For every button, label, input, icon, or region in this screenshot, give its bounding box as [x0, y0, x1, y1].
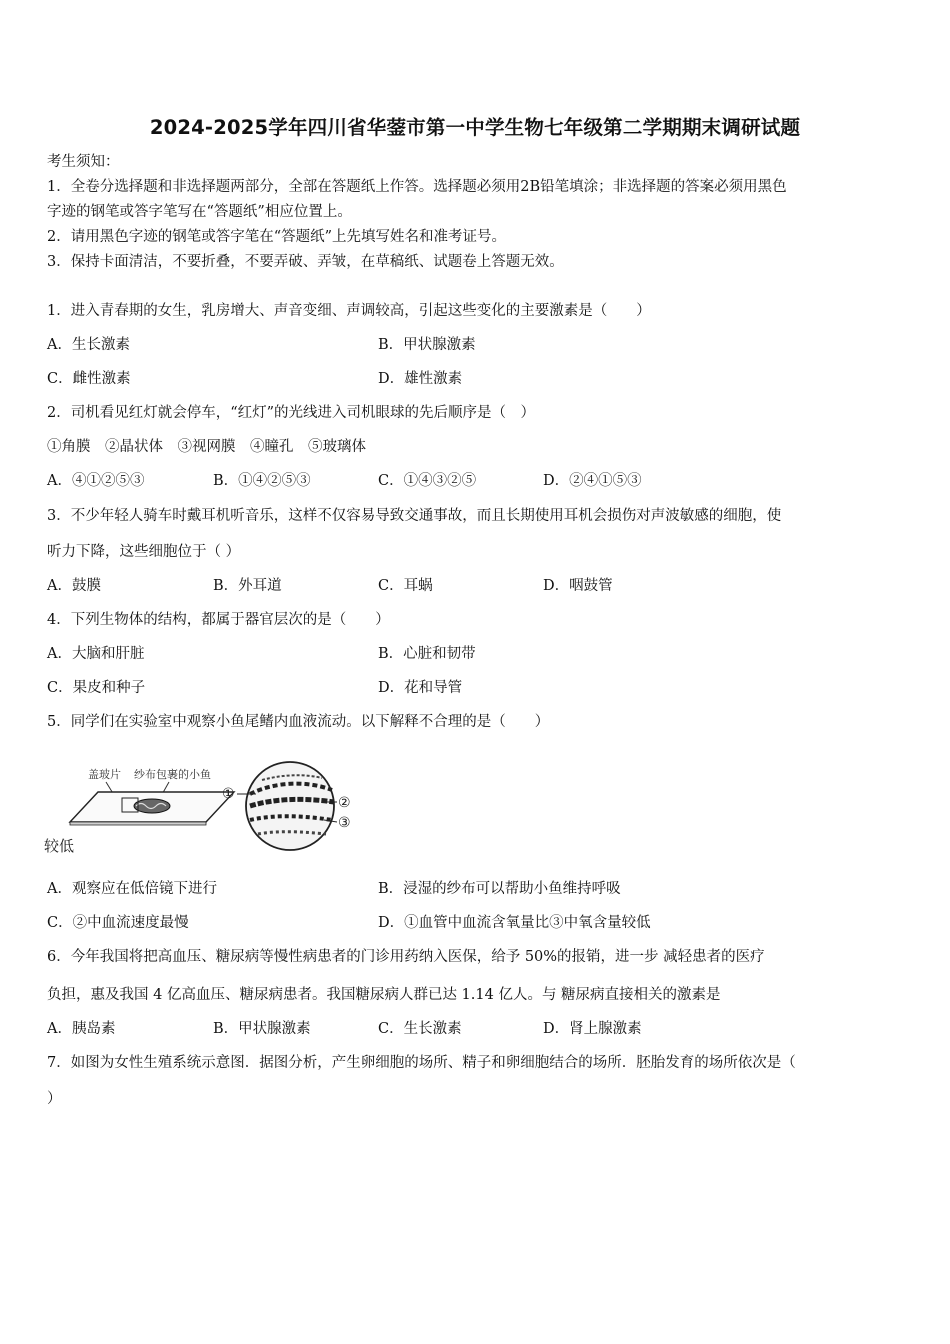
q6-option-b[interactable]: B．甲状腺激素 [213, 1021, 311, 1037]
question-7-stem-cont: ） [47, 1091, 62, 1107]
q2-option-d[interactable]: D．②④①⑤③ [543, 473, 642, 489]
q4-option-a[interactable]: A．大脑和肝脏 [47, 646, 145, 662]
q4-option-d[interactable]: D．花和导管 [378, 680, 463, 696]
q3-option-a[interactable]: A．鼓膜 [47, 578, 101, 594]
q2-option-b[interactable]: B．①④②⑤③ [213, 473, 311, 489]
question-3-stem: 3．不少年轻人骑车时戴耳机听音乐，这样不仅容易导致交通事故，而且长期使用耳机会损伤对声波敏感的细胞，使 [47, 508, 782, 524]
q5-option-a[interactable]: A．观察应在低倍镜下进行 [47, 881, 217, 897]
q1-option-a[interactable]: A．生长激素 [47, 337, 130, 353]
notice-heading: 考生须知： [47, 154, 120, 170]
q6-option-d[interactable]: D．肾上腺激素 [543, 1021, 642, 1037]
bottom-label: 较低 [44, 837, 75, 855]
glass-slide-edge [70, 822, 206, 825]
notice-item-1-cont: 字迹的钢笔或答字笔写在“答题纸”相应位置上。 [47, 204, 352, 220]
question-3-stem-cont: 听力下降，这些细胞位于（ ） [47, 544, 241, 560]
question-2-stem: 2．司机看见红灯就会停车，“红灯”的光线进入司机眼球的先后顺序是（ ） [47, 405, 536, 421]
notice-item-3: 3．保持卡面清洁，不要折叠，不要弄破、弄皱，在草稿纸、试题卷上答题无效。 [47, 254, 564, 270]
q4-option-b[interactable]: B．心脏和韧带 [378, 646, 476, 662]
fish-tail-figure [44, 750, 364, 862]
q2-option-a[interactable]: A．④①②⑤③ [47, 473, 145, 489]
q6-option-c[interactable]: C．生长激素 [378, 1021, 462, 1037]
q3-option-c[interactable]: C．耳蜗 [378, 578, 433, 594]
q2-option-c[interactable]: C．①④③②⑤ [378, 473, 477, 489]
q6-option-a[interactable]: A．胰岛素 [47, 1021, 116, 1037]
q3-option-b[interactable]: B．外耳道 [213, 578, 282, 594]
marker-1: ① [222, 786, 235, 802]
question-2-items: ①角膜 ②晶状体 ③视网膜 ④瞳孔 ⑤玻璃体 [47, 439, 366, 455]
question-4-stem: 4．下列生物体的结构，都属于器官层次的是（ ） [47, 612, 390, 628]
q5-option-b[interactable]: B．浸湿的纱布可以帮助小鱼维持呼吸 [378, 881, 621, 897]
q3-option-d[interactable]: D．咽鼓管 [543, 578, 613, 594]
q1-option-b[interactable]: B．甲状腺激素 [378, 337, 476, 353]
fish-tail-diagram [44, 750, 364, 862]
question-6-stem-cont: 负担，惠及我国 4 亿高血压、糖尿病患者。我国糖尿病人群已达 1.14 亿人。与 糖尿病直接相关的激素是 [47, 987, 721, 1003]
question-7-stem: 7．如图为女性生殖系统示意图．据图分析，产生卵细胞的场所、精子和卵细胞结合的场所．胚胎发育的场所依次是（ [47, 1055, 796, 1071]
q1-option-d[interactable]: D．雄性激素 [378, 371, 463, 387]
fish-label: 纱布包裹的小鱼 [134, 768, 211, 781]
wrapped-fish [134, 799, 170, 813]
q1-option-c[interactable]: C．雌性激素 [47, 371, 131, 387]
page-title: 2024-2025学年四川省华蓥市第一中学生物七年级第二学期期末调研试题 [149, 116, 801, 139]
question-1-stem: 1．进入青春期的女生，乳房增大、声音变细、声调较高，引起这些变化的主要激素是（ ） [47, 303, 651, 319]
marker-3: ③ [338, 815, 351, 831]
q5-option-c[interactable]: C．②中血流速度最慢 [47, 915, 189, 931]
notice-item-2: 2．请用黑色字迹的钢笔或答字笔在“答题纸”上先填写姓名和准考证号。 [47, 229, 507, 245]
notice-item-1: 1．全卷分选择题和非选择题两部分，全部在答题纸上作答。选择题必须用2B铅笔填涂；非选择题的答案必须用黑色 [47, 179, 787, 195]
marker-2: ② [338, 795, 351, 811]
coverslip-label: 盖玻片 [88, 768, 121, 781]
question-6-stem: 6．今年我国将把高血压、糖尿病等慢性病患者的门诊用药纳入医保，给予 50%的报销，进一步 减轻患者的医疗 [47, 949, 765, 965]
q5-option-d[interactable]: D．①血管中血流含氧量比③中氧含量较低 [378, 915, 651, 931]
question-5-stem: 5．同学们在实验室中观察小鱼尾鳍内血液流动。以下解释不合理的是（ ） [47, 714, 550, 730]
q4-option-c[interactable]: C．果皮和种子 [47, 680, 146, 696]
